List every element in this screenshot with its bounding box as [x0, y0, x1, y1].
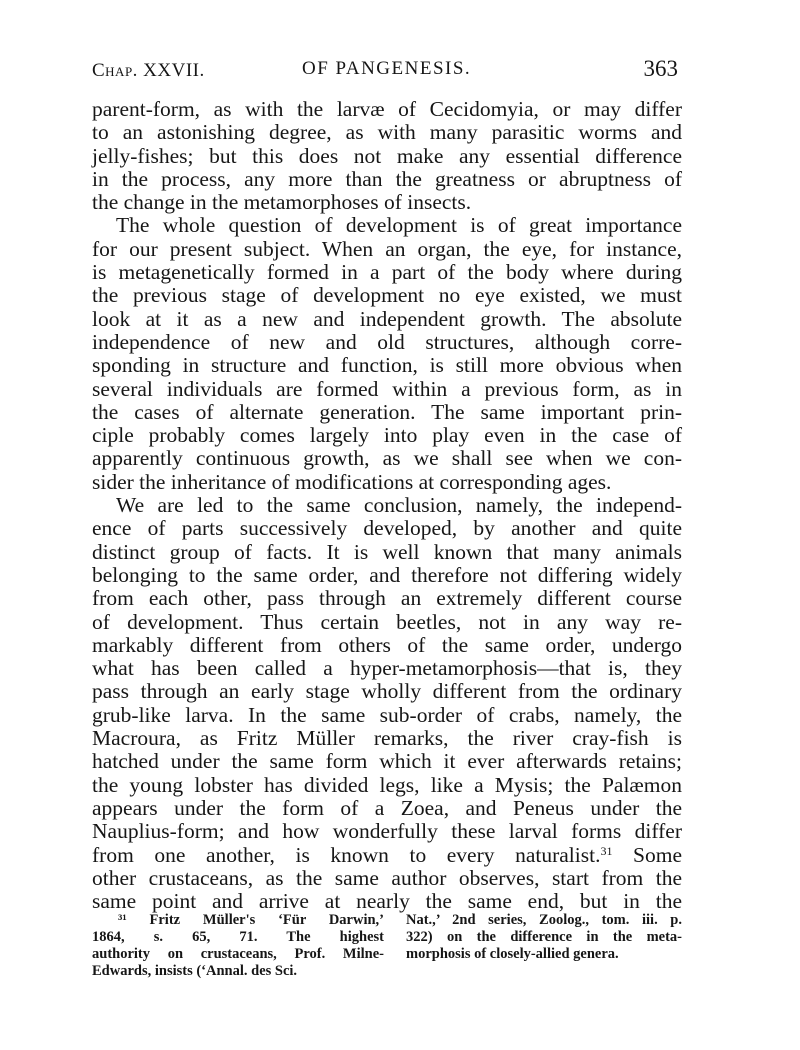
footnote-line: 322) on the difference in the meta-	[406, 929, 682, 945]
paragraph	[92, 494, 682, 913]
footnote-column-left	[92, 912, 384, 980]
page-number: 363	[643, 56, 678, 81]
text-line: what has been called a hyper-metamorphosis—that is, they	[92, 656, 682, 681]
text-line: pass through an early stage wholly different from the ordinary	[92, 679, 682, 704]
text-line: the previous stage of development no eye existed, we must	[92, 283, 682, 308]
text-line: grub-like larva. In the same sub-order of crabs, namely, the	[92, 702, 682, 727]
text-line: Macroura, as Fritz Müller remarks, the river cray-fish is	[92, 726, 682, 751]
text-line: apparently continuous growth, as we shall see when we con-	[92, 446, 682, 471]
chapter-label: Chap. XXVII.	[92, 60, 205, 81]
footnote-line: Edwards, insists (‘Annal. des Sci.	[92, 963, 298, 979]
footnote-line: Nat.,’ 2nd series, Zoolog., tom. iii. p.	[406, 912, 682, 928]
text-line: hatched under the same form which it ever afterwards retains;	[92, 749, 682, 774]
text-line: for our present subject. When an organ, the eye, for instance,	[92, 236, 682, 261]
text-line: the change in the metamorphoses of insects.	[92, 190, 472, 215]
paragraph	[92, 98, 682, 214]
footnote-line: morphosis of closely-allied genera.	[406, 946, 619, 962]
text-line: ence of parts successively developed, by another and quite	[92, 516, 682, 541]
text-line: parent-form, as with the larvæ of Cecidomyia, or may differ	[92, 97, 682, 121]
text-line: appears under the form of a Zoea, and Peneus under the	[92, 795, 682, 820]
footnotes	[92, 912, 682, 980]
text-segment: Some	[612, 842, 682, 867]
text-line: other crustaceans, as the same author observes, start from the	[92, 865, 682, 890]
text-line: from each other, pass through an extremely different course	[92, 586, 682, 611]
text-line: ciple probably comes largely into play even in the case of	[92, 423, 682, 448]
running-title: OF PANGENESIS.	[302, 58, 472, 79]
footnote-line: ³¹ Fritz Müller's ‘Für Darwin,’	[118, 912, 384, 928]
text-line: of development. Thus certain beetles, not in any way re-	[92, 609, 682, 634]
footnote-line: authority on crustaceans, Prof. Milne-	[92, 946, 384, 962]
text-line: independence of new and old structures, although corre-	[92, 329, 682, 354]
text-line: sider the inheritance of modifications at corresponding ages.	[92, 469, 612, 494]
text-line: look at it as a new and independent growth. The absolute	[92, 306, 682, 331]
running-header	[92, 56, 682, 92]
footnote-line: 1864, s. 65, 71. The highest	[92, 929, 384, 945]
text-line: sponding in structure and function, is still more obvious when	[92, 353, 682, 378]
text-line: belonging to the same order, and therefore not differing widely	[92, 562, 682, 587]
text-line: The whole question of development is of great importance	[116, 213, 682, 238]
paragraph	[92, 214, 682, 494]
text-line: the young lobster has divided legs, like a Mysis; the Palæmon	[92, 772, 682, 797]
text-line: jelly-fishes; but this does not make any essential difference	[92, 143, 682, 168]
text-line: in the process, any more than the greatness or abruptness of	[92, 166, 682, 191]
text-segment: from one another, is known to every naturalist.	[92, 842, 601, 867]
footnote-reference: 31	[600, 843, 613, 858]
text-line: the cases of alternate generation. The same important prin-	[92, 399, 682, 424]
footnote-column-right	[406, 912, 682, 980]
text-line: several individuals are formed within a previous form, as in	[92, 376, 682, 401]
book-page	[92, 56, 682, 979]
text-line: distinct group of facts. It is well known that many animals	[92, 539, 682, 564]
text-line: markably different from others of the same order, undergo	[92, 632, 682, 657]
text-line	[92, 844, 682, 867]
text-line: same point and arrive at nearly the same end, but in the	[92, 889, 682, 914]
text-line: to an astonishing degree, as with many parasitic worms and	[92, 120, 682, 145]
text-line: Nauplius-form; and how wonderfully these larval forms differ	[92, 819, 682, 844]
body-text	[92, 98, 682, 913]
text-line: We are led to the same conclusion, namely, the independ-	[116, 493, 682, 518]
text-line: is metagenetically formed in a part of the body where during	[92, 260, 682, 285]
